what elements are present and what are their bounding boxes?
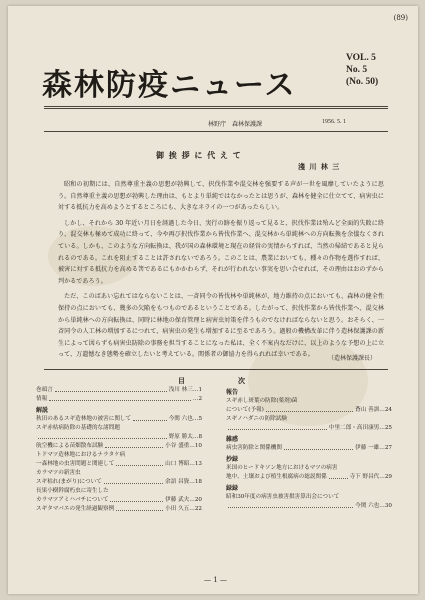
page-number: (89): [393, 14, 408, 22]
toc-entry-author-page: [165, 505, 202, 514]
toc-entry-title: 米国のヒードキソン地方におけるマツの病害: [226, 465, 338, 471]
toc-entry-author: 中里二郎・高田康男: [328, 425, 380, 431]
toc-entry[interactable]: [226, 464, 392, 473]
toc-entry-author: 今関 六也: [168, 416, 193, 422]
publisher: 林野庁 森林保護課: [208, 121, 263, 128]
masthead-title: 森林防疫ニュース: [42, 68, 297, 103]
document-page: [8, 6, 418, 594]
toc-entry-title: 情報: [36, 396, 48, 402]
toc-entry-author: 伊藤 一雄: [355, 445, 380, 451]
toc-section-heading: 抄録: [226, 456, 239, 463]
toc-page-separator: …: [379, 503, 385, 509]
toc-entry-author: 小田 久五: [165, 506, 190, 512]
toc-entry[interactable]: [36, 469, 202, 478]
toc-entry[interactable]: [226, 415, 392, 424]
toc-entry-title: について(予報): [226, 407, 264, 413]
toc-entry-author: 伊藤 武夫: [165, 497, 190, 503]
toc-leader-dots: [104, 478, 163, 484]
volume-label: VOL. 5: [346, 53, 376, 63]
toc-page-separator: …: [189, 461, 195, 467]
toc-entry-author-page: [355, 444, 392, 453]
toc-entry-author-page: [329, 424, 392, 433]
toc-leader-dots: [329, 473, 348, 479]
toc-entry[interactable]: [36, 433, 202, 442]
article-paragraph: しかし、それから 30 年近い月日を経過した今日、実行の跡を振り返って見ると、択伐作業は殆んど全面的失敗に終り、混交林も極めて成功に終って、今や再び択伐作業から皆伐作業へ、混交林から単純林への方向転換を余儀なくされている。しかも、このような方向転換は、我が国の森林環境と現在の経営の実情からすれば、当然の帰結であると見られるのである。これを阻止することは許されないであろう。このことは、農業においても、種々の作物を選作すれば、被害に対する抵抗力を高める筈であるにもかかわらず、それが行われない事実を思い合せれば、その理由はおのずから判かるであろう。: [58, 219, 384, 285]
toc-entry-title: スギ赤枯病防除の基礎的な諸問題: [36, 425, 120, 431]
toc-entry-title: スギ赤し斑葉の防除(薬剤)菌: [226, 398, 298, 404]
toc-section-heading: 雑感: [226, 436, 239, 443]
section-rule: [44, 131, 388, 132]
toc-entry[interactable]: [36, 487, 202, 496]
toc-rule: [44, 369, 388, 370]
toc-leader-dots: [284, 444, 353, 450]
toc-entry-page: 20: [194, 497, 202, 503]
page-footer: — 1 —: [204, 576, 227, 584]
toc-entry-page: 30: [384, 503, 392, 509]
toc-entry-title: 病虫害防除と関係機関: [226, 445, 282, 451]
toc-section-heading: 解説: [36, 407, 49, 414]
toc-page-separator: …: [192, 387, 199, 393]
toc-entry[interactable]: [36, 478, 202, 487]
toc-entry-author: 山口 博昭: [165, 461, 190, 467]
toc-leader-dots: [116, 460, 163, 466]
toc-entry[interactable]: [36, 395, 202, 404]
toc-leader-dots: [110, 496, 163, 502]
toc-entry-page: 13: [194, 461, 202, 467]
toc-page-separator: …: [379, 407, 385, 413]
toc-entry-title: トドマツ造林地におけるナラタケ病: [36, 452, 126, 458]
toc-page-separator: …: [192, 396, 199, 402]
toc-entry-author: 小谷 盛重: [165, 443, 190, 449]
toc-entry[interactable]: [226, 406, 392, 415]
toc-entry-title: 航空機による苗畑散布試験: [36, 443, 104, 449]
toc-entry-page: 1: [198, 387, 202, 393]
toc-leader-dots: [133, 415, 167, 421]
toc-entry-title: 長果小樹幹腐朽虫に寄生した: [36, 488, 109, 494]
toc-entry-title: 巻頭言: [36, 387, 53, 393]
toc-leader-dots: [228, 502, 353, 508]
toc-entry-page: 22: [194, 506, 202, 512]
toc-entry-page: 8: [198, 434, 202, 440]
toc-entry-page: 27: [384, 445, 392, 451]
toc-entry-title: スギノハダニの防除試験: [226, 416, 287, 422]
toc-entry[interactable]: [36, 442, 202, 451]
toc-entry[interactable]: [226, 473, 392, 482]
toc-entry[interactable]: [226, 397, 392, 406]
toc-entry-page: 29: [384, 474, 392, 480]
toc-entry[interactable]: [226, 444, 392, 453]
toc-section-heading: 報告: [226, 389, 239, 396]
toc-page-separator: …: [379, 425, 385, 431]
toc-section-heading: 録録: [226, 485, 239, 492]
toc-right-column: [226, 386, 392, 511]
toc-leader-dots: [49, 395, 191, 401]
toc-entry-page: 25: [384, 425, 392, 431]
toc-entry[interactable]: [36, 386, 202, 395]
toc-entry[interactable]: [36, 460, 202, 469]
number-label: No. 5: [346, 65, 368, 75]
toc-leader-dots: [38, 433, 167, 439]
toc-leader-dots: [55, 386, 167, 392]
toc-page-separator: …: [189, 506, 195, 512]
toc-entry-author-page: [169, 386, 202, 395]
toc-entry-title: 秋田のあるスギ造林地の被害に関して: [36, 416, 132, 422]
toc-entry-page: 2: [198, 396, 202, 402]
toc-entry[interactable]: [36, 505, 202, 514]
toc-entry-author: 寺下 野昌代: [349, 474, 380, 480]
toc-entry[interactable]: [36, 415, 202, 424]
toc-entry[interactable]: [36, 496, 202, 505]
toc-leader-dots: [105, 442, 163, 448]
article-title: 御 挨 拶 に 代 え て: [156, 150, 242, 160]
toc-entry-title: 昭和30年度の病害虫被害損害算出会について: [226, 494, 340, 500]
toc-page-separator: …: [189, 497, 195, 503]
toc-entry-title: スギ枯れ(まがり)について: [36, 479, 102, 485]
toc-leader-dots: [266, 406, 353, 412]
toc-leader-dots: [116, 505, 163, 511]
header-rule: [44, 106, 388, 107]
toc-entry-author-page: [355, 406, 392, 415]
volume-info: [346, 52, 378, 88]
toc-entry[interactable]: [36, 451, 202, 460]
toc-entry-title: 地中、土壌および植生根腐病の総説関係: [226, 474, 327, 480]
toc-entry-title: カラマツの新害虫: [36, 470, 81, 476]
header-rule: [44, 108, 388, 109]
toc-page-separator: …: [379, 474, 385, 480]
toc-entry-title: カラマツアミハバチについて: [36, 497, 109, 503]
toc-page-separator: …: [189, 443, 195, 449]
toc-entry-author: 蒼山 善訓: [355, 407, 380, 413]
toc-entry-author: 余語 昌資: [165, 479, 190, 485]
article-body: [58, 179, 384, 365]
toc-entry-author: 浅川 林三: [168, 387, 193, 393]
toc-page-separator: …: [189, 479, 195, 485]
article-paragraph: 昭和の初期には、自然尊重主義の思想が勃興して、択伐作業や混交林を强要する声が一世を風靡していたように思う。自然尊重主義の思想が勃興した理由は、もとより単純ではなかったとは思うが、森林を健全に仕立てて、病害虫に対する抵抗力を高めようとするところにも、大きなネライの一つがあったらしい。: [58, 181, 384, 212]
toc-entry[interactable]: [226, 424, 392, 433]
toc-entry-author-page: [165, 442, 202, 451]
toc-entry-title: スギタマバエの発生経過観察例: [36, 506, 115, 512]
toc-entry[interactable]: [226, 502, 392, 511]
toc-page-separator: …: [379, 445, 385, 451]
toc-entry-page: 5: [198, 416, 202, 422]
toc-entry-title: 一森林地の虫害問題と関連して: [36, 461, 115, 467]
toc-entry-page: 24: [384, 407, 392, 413]
toc-entry-page: 18: [194, 479, 202, 485]
toc-entry-author-page: [193, 395, 202, 404]
article-signature: （造林保護課長）: [327, 355, 376, 362]
toc-page-separator: …: [192, 434, 199, 440]
issue-date: 1956. 5. 1: [322, 119, 346, 125]
toc-label-left: 目: [178, 376, 185, 385]
toc-entry-author-page: [169, 415, 202, 424]
toc-entry-author-page: [350, 473, 392, 482]
toc-label-right: 次: [238, 376, 245, 385]
issue-label: (No. 50): [346, 77, 379, 87]
toc-entry-author-page: [165, 496, 202, 505]
toc-left-column: [36, 386, 202, 514]
toc-entry-author-page: [355, 502, 392, 511]
toc-entry-author: 野原 勝太: [168, 434, 193, 440]
toc-entry-author-page: [169, 433, 202, 442]
toc-leader-dots: [228, 424, 327, 430]
article-author: 淺 川 林 三: [298, 162, 341, 171]
article-paragraph: ただ、このばあい忘れてはならないことは、一斉同令の皆伐林や単純林が、地力維持の点においても、森林の健全性保持の点においても、幾多の欠陥をもつものであるということである。したがって、択伐作業から皆伐作業へ、混交林から単純林への方向転換は、同時に林地の保育管理と病害虫対策を伴うものでなければならないと思う。おそらく、一斉同令の人工林の増加するにつれて、病害虫の発生も増加するに至るであろう。過般の機構改革に伴う造林保護課の新生によって図らずも病害虫防除の事務を担当することになった私は、全く不案内なだけに、以上のような予想の上に立って、万遺憾なき態勢を確立したいと考えている。関係者の御協力を得られれば幸いである。: [58, 293, 384, 359]
toc-entry-author-page: [165, 478, 202, 487]
toc-page-separator: …: [192, 416, 199, 422]
toc-entry-author: 今関 六也: [355, 503, 380, 509]
toc-entry-page: 10: [194, 443, 202, 449]
toc-entry[interactable]: [226, 493, 392, 502]
toc-entry[interactable]: [36, 424, 202, 433]
toc-entry-author-page: [165, 460, 202, 469]
